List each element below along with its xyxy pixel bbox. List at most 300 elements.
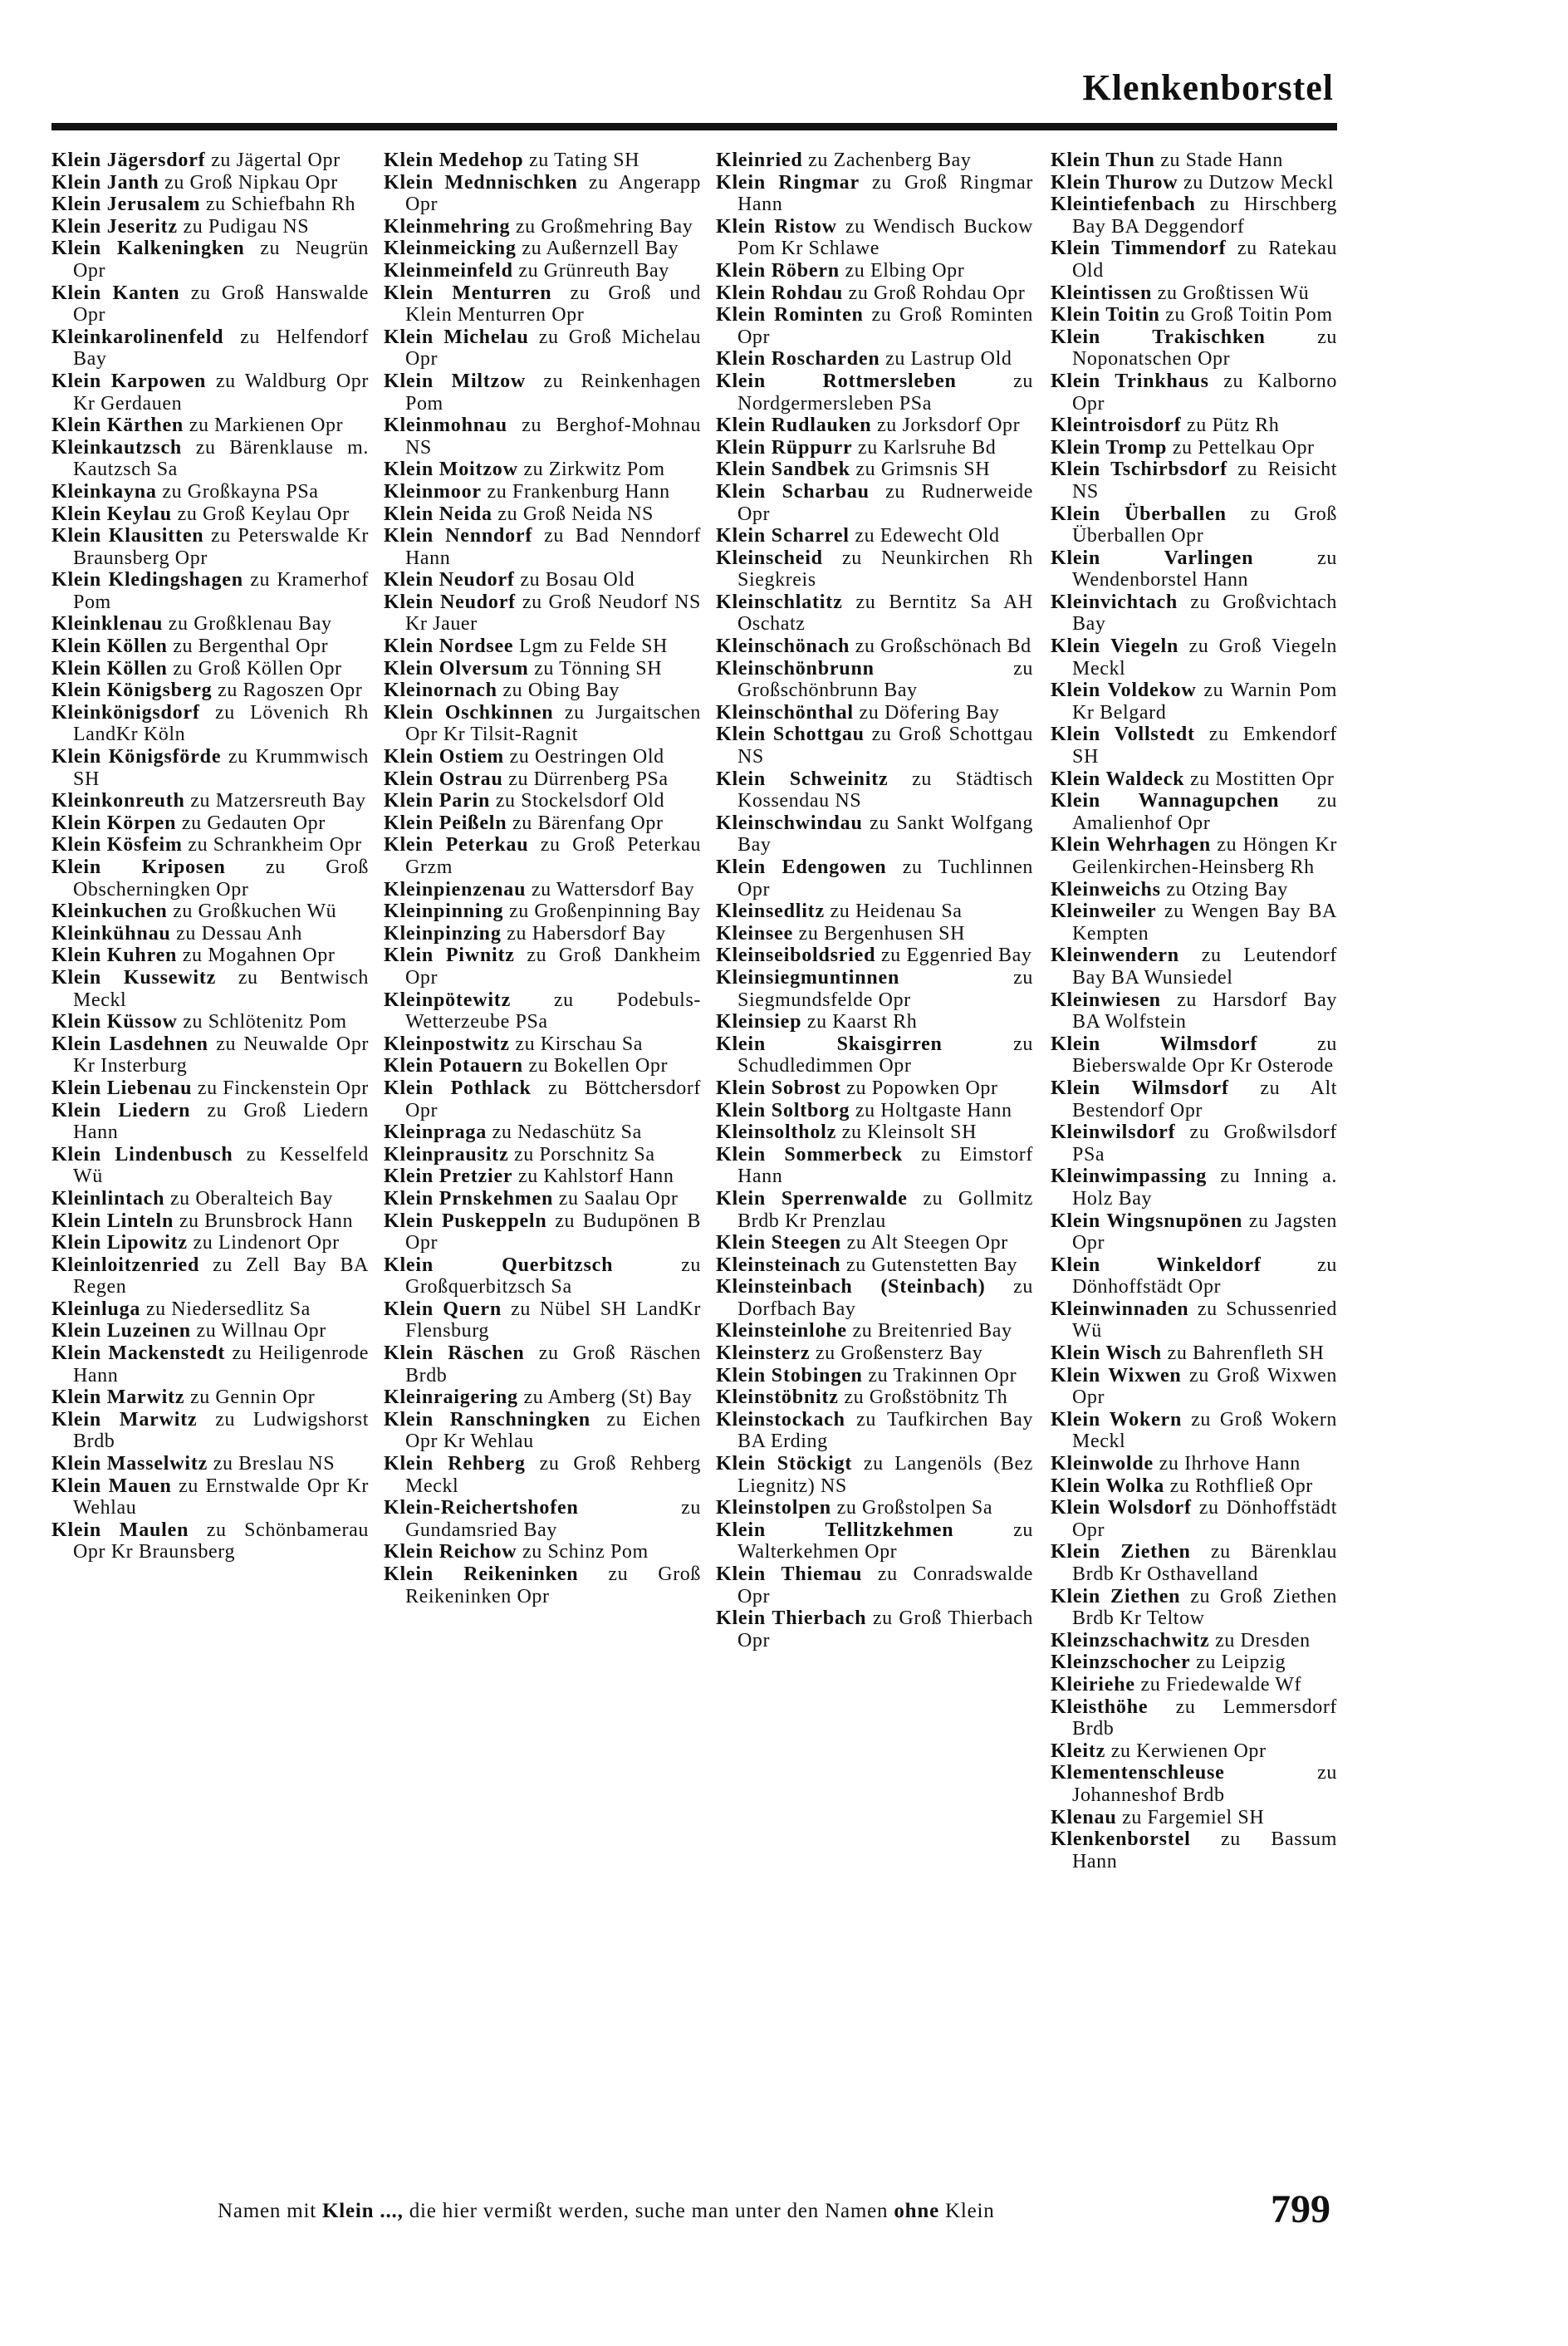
gazetteer-entry [1051,304,1337,326]
entry-reference: zu Kaarst Rh [806,1011,918,1033]
gazetteer-entry [1051,1121,1337,1166]
gazetteer-entry [716,150,1033,172]
entry-reference: zu Dönhoffstädt Opr [1072,1497,1337,1541]
entry-headword: Klein Ristow [716,215,837,238]
gazetteer-entry [384,702,701,746]
gazetteer-entry [1051,1365,1337,1409]
entry-reference: zu Saalau Opr [558,1187,679,1210]
entry-reference: zu Groß Thierbach Opr [737,1607,1033,1652]
gazetteer-entry [51,1077,369,1100]
entry-headword: Klein Wilmsdorf [1051,1077,1229,1099]
gazetteer-entry [384,989,701,1033]
entry-headword: Kleinlintach [51,1187,165,1210]
entry-headword: Kleinscheid [716,547,823,569]
entry-reference: zu Heiligenrode Hann [73,1342,369,1386]
entry-headword: Klein Keylau [51,503,172,525]
gazetteer-entry [1051,879,1337,901]
entry-headword: Kleinornach [384,680,497,702]
entry-headword: Kleinstockach [716,1408,845,1431]
entry-reference: zu Nedaschütz Sa [492,1121,642,1144]
gazetteer-entry [716,1409,1033,1453]
entry-headword: Klein Luzeinen [51,1320,191,1342]
gazetteer-entry [716,1365,1033,1387]
gazetteer-entry [1051,636,1337,680]
gazetteer-entry [716,1232,1033,1254]
entry-reference: zu Breitenried Bay [852,1320,1012,1342]
entry-reference: zu Dorfbach Bay [737,1276,1033,1320]
entry-reference: zu Großvichtach Bay [1072,591,1337,636]
entry-reference: zu Podebuls-Wetterzeube PSa [405,989,701,1033]
entry-headword: Klein Überballen [1051,503,1227,525]
entry-headword: Klein Jägersdorf [51,150,206,171]
entry-headword: Klein Reikeninken [384,1563,579,1585]
gazetteer-entry [51,636,369,658]
gazetteer-entry [716,459,1033,481]
entry-reference: zu Groß Ziethen Brdb Kr Teltow [1072,1585,1337,1630]
footer-text: Namen mit [218,2200,316,2222]
entry-headword: Klein Soltborg [716,1099,850,1121]
entry-headword: Kleinwolde [1051,1453,1154,1475]
entry-headword: Klein Ringmar [716,171,860,194]
entry-headword: Klein Scharrel [716,525,850,547]
entry-reference: zu Grimsnis SH [855,459,991,481]
gazetteer-entry [1051,503,1337,547]
entry-reference: zu Noponatschen Opr [1072,326,1337,371]
entry-headword: Klein Miltzow [384,370,527,392]
entry-headword: Klein Trinkhaus [1051,370,1209,392]
entry-headword: Klementenschleuse [1051,1762,1225,1784]
gazetteer-entry [716,658,1033,702]
entry-reference: zu Kirschau Sa [515,1033,644,1055]
entry-headword: Kleinsedlitz [716,901,825,923]
gazetteer-entry [716,547,1033,591]
entry-headword: Klein Thierbach [716,1607,867,1630]
entry-reference: zu Gundamsried Bay [405,1497,701,1541]
gazetteer-entry [1051,282,1337,305]
gazetteer-entry [716,1607,1033,1652]
gazetteer-entry [1051,172,1337,194]
gazetteer-entry [1051,326,1337,371]
entry-reference: zu Alt Steegen Opr [846,1232,1008,1254]
entry-headword: Klein Tschirbsdorf [1051,459,1227,481]
entry-reference: zu Großensterz Bay [815,1342,983,1365]
entry-reference: zu Zirkwitz Pom [523,459,665,481]
gazetteer-entry [1051,1298,1337,1342]
gazetteer-entry [1051,591,1337,636]
entry-reference: zu Schönbamerau Opr Kr Braunsberg [73,1519,369,1563]
entry-headword: Klein Reichow [384,1541,517,1563]
entry-reference: zu Eggenried Bay [880,945,1032,967]
entry-reference: zu Bokellen Opr [528,1055,669,1077]
entry-headword: Klein Tellitzkehmen [716,1519,954,1541]
entry-headword: Klein Varlingen [1051,547,1254,569]
entry-headword: Klein Lipowitz [51,1232,188,1254]
entry-reference: zu Habersdorf Bay [507,922,666,945]
gazetteer-entry [716,1188,1033,1232]
entry-headword: Klein Küssow [51,1011,178,1033]
gazetteer-entry [716,437,1033,459]
gazetteer-entry [384,1210,701,1254]
entry-headword: Klein Ranschningken [384,1408,590,1431]
gazetteer-entry [51,282,369,326]
entry-reference: zu Langenöls (Bez Liegnitz) NS [737,1453,1033,1497]
gazetteer-entry [716,1342,1033,1365]
entry-headword: Kleinpienzenau [384,878,527,901]
gazetteer-entry [716,1563,1033,1607]
entry-headword: Klein Rehberg [384,1453,526,1475]
entry-reference: zu Ludwigshorst Brdb [73,1408,369,1453]
entry-headword: Kleinkarolinenfeld [51,326,224,348]
entry-headword: Kleinvichtach [1051,591,1178,613]
entry-headword: Klein Roscharden [716,348,880,371]
entry-reference: zu Ernstwalde Opr Kr Wehlau [73,1475,369,1519]
gazetteer-entry [1051,437,1337,459]
entry-headword: Kleinkautzsch [51,436,183,459]
entry-headword: Kleinried [716,150,803,171]
entry-headword: Kleinloitzenried [51,1254,200,1276]
entry-headword: Kleinsteinbach (Steinbach) [716,1276,986,1298]
entry-headword: Kleinmoor [384,480,482,503]
entry-headword: Klein Potauern [384,1055,523,1077]
entry-reference: zu Willnau Opr [196,1320,326,1342]
entry-reference: zu Eichen Opr Kr Wehlau [405,1408,701,1453]
entry-reference: zu Oberalteich Bay [169,1187,333,1210]
entry-reference: zu Groß Rominten Opr [737,304,1033,348]
entry-reference: zu Grünreuth Bay [518,259,669,282]
gazetteer-entry [384,591,701,636]
entry-reference: zu Außernzell Bay [522,238,679,260]
entry-reference: zu Siegmundsfelde Opr [737,966,1033,1011]
entry-headword: Klein Oschkinnen [384,701,554,724]
entry-headword: Klein Piwnitz [384,945,515,967]
gazetteer-entry [384,1033,701,1056]
entry-reference: zu Groß Überballen Opr [1072,503,1337,547]
entry-headword: Klein Tromp [1051,436,1168,459]
entry-headword: Klein Rominten [716,304,864,326]
entry-reference: zu Böttchersdorf Opr [405,1077,701,1121]
entry-reference: zu Krummwisch SH [73,746,369,790]
entry-reference: zu Groß Hanswalde Opr [73,282,369,326]
entry-reference: zu Porschnitz Sa [514,1143,655,1166]
entry-headword: Kleinkönigsdorf [51,701,200,724]
gazetteer-entry [384,790,701,812]
entry-headword: Kleinkühnau [51,922,171,945]
gazetteer-entry [384,1386,701,1409]
gazetteer-entry [716,1100,1033,1122]
entry-reference: zu Bad Nenndorf Hann [405,525,701,569]
gazetteer-entry [384,1453,701,1497]
entry-headword: Klein Wingsnupönen [1051,1210,1243,1232]
page-number: 799 [1271,2187,1330,2231]
entry-headword: Kleinsterz [716,1342,811,1365]
entry-reference: zu Groß und Klein Menturren Opr [405,282,701,326]
entry-headword: Klein Skaisgirren [716,1033,943,1055]
entry-headword: Klein Köllen [51,657,168,680]
gazetteer-entry [51,194,369,216]
gazetteer-entry [51,1386,369,1409]
entry-reference: zu Tuchlinnen Opr [737,856,1033,901]
entry-reference: zu Neunkirchen Rh Siegkreis [737,547,1034,591]
entry-headword: Klein-Reichertshofen [384,1497,579,1519]
entry-headword: Kleintiefenbach [1051,194,1196,216]
entry-reference: zu Nübel SH LandKr Flensburg [405,1298,701,1342]
entry-reference: zu Kramerhof Pom [73,569,370,613]
entry-headword: Klein Wilmsdorf [1051,1033,1258,1055]
entry-headword: Kleinwilsdorf [1051,1121,1176,1144]
entry-headword: Klein Viegeln [1051,636,1179,658]
entry-reference: zu Ihrhove Hann [1159,1453,1301,1475]
gazetteer-entry [51,1232,369,1254]
gazetteer-entry [1051,1696,1337,1740]
gazetteer-entry [1051,1166,1337,1210]
entry-headword: Klein Timmendorf [1051,238,1227,260]
entry-headword: Klein Peißeln [384,812,507,834]
entry-reference: zu Großquerbitzsch Sa [405,1254,701,1298]
entry-reference: zu Groß Keylau Opr [177,503,350,525]
entry-headword: Klenkenborstel [1051,1828,1191,1851]
column-4 [1051,150,1337,1872]
gazetteer-entry [51,1100,369,1144]
entry-headword: Kleinweiler [1051,901,1157,923]
entry-reference: zu Groß Reikeninken Opr [405,1563,701,1607]
gazetteer-entry [716,415,1033,437]
gazetteer-entry [716,172,1033,216]
entry-reference: zu Wengen Bay BA Kempten [1072,901,1337,945]
entry-reference: zu Reinkenhagen Pom [405,370,701,415]
gazetteer-entry [384,1055,701,1077]
entry-headword: Klein Masselwitz [51,1453,208,1475]
entry-headword: Klein Neudorf [384,591,516,613]
entry-headword: Klein Stobingen [716,1364,863,1386]
entry-reference: zu Fargemiel SH [1122,1806,1265,1828]
entry-reference: zu Amberg (St) Bay [523,1386,693,1409]
entry-reference: zu Bärenklau Brdb Kr Osthavelland [1072,1541,1337,1585]
entry-reference: zu Zachenberg Bay [808,150,972,171]
gazetteer-entry [51,945,369,967]
gazetteer-entry [1051,194,1337,238]
entry-reference: zu Lemmersdorf Brdb [1072,1696,1337,1740]
gazetteer-entry [1051,1077,1337,1121]
gazetteer-entry [1051,1409,1337,1453]
gazetteer-entry [1051,1630,1337,1652]
entry-reference: zu Karlsruhe Bd [858,436,997,459]
entry-headword: Kleinkuchen [51,901,168,923]
entry-headword: Kleitz [1051,1740,1106,1762]
entry-reference: zu Bergenthal Opr [173,636,329,658]
gazetteer-entry [716,1121,1033,1144]
entry-reference: zu Ratekau Old [1072,238,1337,282]
entry-headword: Klein Ziethen [1051,1585,1181,1607]
entry-reference: zu Groß Liedern Hann [73,1099,369,1144]
entry-reference: zu Groß Schottgau NS [737,724,1033,768]
entry-headword: Klein Karpowen [51,370,207,392]
entry-reference: zu Groß Dankheim Opr [405,945,701,989]
entry-reference: zu Mogahnen Opr [182,945,336,967]
gazetteer-entry [51,481,369,503]
entry-reference: zu Stade Hann [1160,150,1283,171]
gazetteer-entry [1051,1586,1337,1630]
entry-reference: zu Walterkehmen Opr [737,1519,1033,1563]
gazetteer-entry [1051,901,1337,945]
entry-reference: zu Groß Ringmar Hann [737,171,1033,216]
entry-reference: zu Brunsbrock Hann [179,1210,354,1232]
entry-headword: Klein Waldeck [1051,768,1185,790]
entry-headword: Klein Scharbau [716,480,870,503]
entry-headword: Klein Pretzier [384,1166,513,1188]
entry-headword: Kleiriehe [1051,1673,1135,1696]
entry-reference: zu Nordgermersleben PSa [737,370,1033,415]
entry-headword: Klein Körpen [51,812,177,834]
entry-reference: Lgm zu Felde SH [519,636,668,658]
entry-headword: Kleinzschachwitz [1051,1629,1210,1652]
footer-text: die hier vermißt werden, suche man unter den Namen [409,2200,889,2222]
entry-reference: zu Großstolpen Sa [836,1497,993,1519]
gazetteer-entry [716,923,1033,945]
gazetteer-entry [384,1342,701,1386]
entry-reference: zu Groß Wixwen Opr [1072,1364,1337,1409]
entry-reference: zu Schrankheim Opr [188,834,362,856]
gazetteer-entry [51,437,369,481]
gazetteer-entry [716,1254,1033,1277]
gazetteer-entry [1051,150,1337,172]
entry-reference: zu Inning a. Holz Bay [1072,1166,1337,1210]
entry-reference: zu Breslau NS [213,1453,336,1475]
entry-reference: zu Großtissen Wü [1157,282,1310,304]
gazetteer-entry [51,503,369,526]
entry-headword: Klein Maulen [51,1519,189,1541]
entry-headword: Kleinpraga [384,1121,488,1144]
entry-headword: Klein Steegen [716,1232,842,1254]
entry-reference: zu Peterswalde Kr Braunsberg Opr [73,525,369,569]
gazetteer-entry [716,1386,1033,1409]
gazetteer-entry [1051,834,1337,878]
gazetteer-entry [384,1563,701,1607]
column-2 [384,150,701,1607]
entry-headword: Klein Janth [51,171,159,194]
entry-headword: Klein Jerusalem [51,194,201,216]
entry-headword: Kleinschwindau [716,812,863,834]
gazetteer-entry [1051,459,1337,503]
entry-reference: zu Pettelkau Opr [1172,436,1315,459]
entry-headword: Kleinmeinfeld [384,259,513,282]
entry-headword: Kleinzschocher [1051,1652,1191,1674]
entry-headword: Klein Sandbek [716,459,850,481]
entry-headword: Kleinwiesen [1051,989,1161,1011]
gazetteer-entry [384,172,701,216]
entry-headword: Klein Wolsdorf [1051,1497,1192,1519]
entry-headword: Klein Toitin [1051,304,1160,326]
entry-reference: zu Kalborno Opr [1072,370,1337,415]
entry-headword: Kleintissen [1051,282,1153,304]
gazetteer-entry [51,172,369,194]
entry-reference: zu Groß Rehberg Meckl [405,1453,701,1497]
entry-reference: zu Leipzig [1196,1652,1286,1674]
entry-headword: Klein Kledingshagen [51,569,243,591]
gazetteer-entry [716,1453,1033,1497]
entry-headword: Kleinsee [716,922,794,945]
gazetteer-entry [51,812,369,835]
gazetteer-entry [384,1409,701,1453]
gazetteer-entry [716,812,1033,856]
entry-headword: Kleinmehring [384,215,511,238]
entry-reference: zu Bärenfang Opr [512,812,664,834]
entry-headword: Kleintroisdorf [1051,415,1182,437]
entry-reference: zu Jurgaitschen Opr Kr Tilsit-Ragnit [405,701,701,746]
entry-reference: zu Großklenau Bay [168,613,332,636]
entry-headword: Kleinschönbrunn [716,657,875,680]
entry-headword: Klein Neida [384,503,492,525]
entry-headword: Kleinpinzing [384,922,502,945]
gazetteer-entry [716,636,1033,658]
entry-reference: zu Zell Bay BA Regen [73,1254,369,1298]
entry-headword: Kleinwimpassing [1051,1166,1208,1188]
gazetteer-entry [51,1144,369,1188]
entry-headword: Klein Schweinitz [716,768,889,790]
entry-headword: Klenau [1051,1806,1117,1828]
entry-headword: Klein Wokern [1051,1408,1183,1431]
entry-reference: zu Leutendorf Bay BA Wunsiedel [1072,945,1337,989]
gazetteer-entry [716,304,1033,348]
gazetteer-entry [1051,1033,1337,1077]
gazetteer-entry [51,680,369,702]
gazetteer-entry [51,216,369,238]
gazetteer-entry [384,636,701,658]
entry-headword: Kleinsiegmuntinnen [716,966,900,989]
gazetteer-entry [384,1541,701,1563]
gazetteer-entry [51,746,369,790]
gazetteer-entry [1051,945,1337,989]
entry-headword: Klein Liebenau [51,1077,193,1099]
gazetteer-entry [716,1276,1033,1320]
entry-headword: Klein Olversum [384,657,529,680]
entry-reference: zu Reisicht NS [1072,459,1337,503]
entry-reference: zu Gutenstetten Bay [846,1254,1018,1276]
entry-headword: Kleinpinning [384,901,504,923]
gazetteer-entry [51,1342,369,1386]
gazetteer-entry [384,150,701,172]
footer-text: Klein [945,2200,995,2222]
entry-headword: Klein Kalkeningken [51,238,245,260]
gazetteer-entry [1051,1210,1337,1254]
gazetteer-entry [384,1254,701,1298]
entry-reference: zu Groß Räschen Brdb [405,1342,701,1386]
entry-headword: Klein Kösfeim [51,834,183,856]
entry-reference: zu Warnin Pom Kr Belgard [1072,680,1337,724]
gazetteer-entry [1051,1740,1337,1763]
entry-headword: Kleinseiboldsried [716,945,876,967]
entry-headword: Kleinsteinach [716,1254,841,1276]
entry-headword: Kleinsiep [716,1011,802,1033]
entry-headword: Klein Ostrau [384,768,503,790]
gazetteer-entry [51,1475,369,1519]
gazetteer-entry [51,1210,369,1233]
entry-reference: zu Groß Rohdau Opr [848,282,1026,304]
entry-reference: zu Dessau Anh [176,922,302,945]
gazetteer-entry [716,1033,1033,1077]
entry-reference: zu Emkendorf SH [1072,724,1337,768]
gazetteer-entry [51,967,369,1011]
entry-headword: Klein Liedern [51,1099,191,1121]
entry-reference: zu Obing Bay [502,680,620,702]
gazetteer-entry [51,613,369,636]
entry-headword: Kleinluga [51,1298,141,1320]
gazetteer-entry [1051,1254,1337,1298]
gazetteer-entry [384,459,701,481]
entry-headword: Klein Rüppurr [716,436,853,459]
entry-reference: zu Matzersreuth Bay [190,790,366,812]
entry-reference: zu Bosau Old [520,569,635,591]
gazetteer-entry [384,1166,701,1188]
